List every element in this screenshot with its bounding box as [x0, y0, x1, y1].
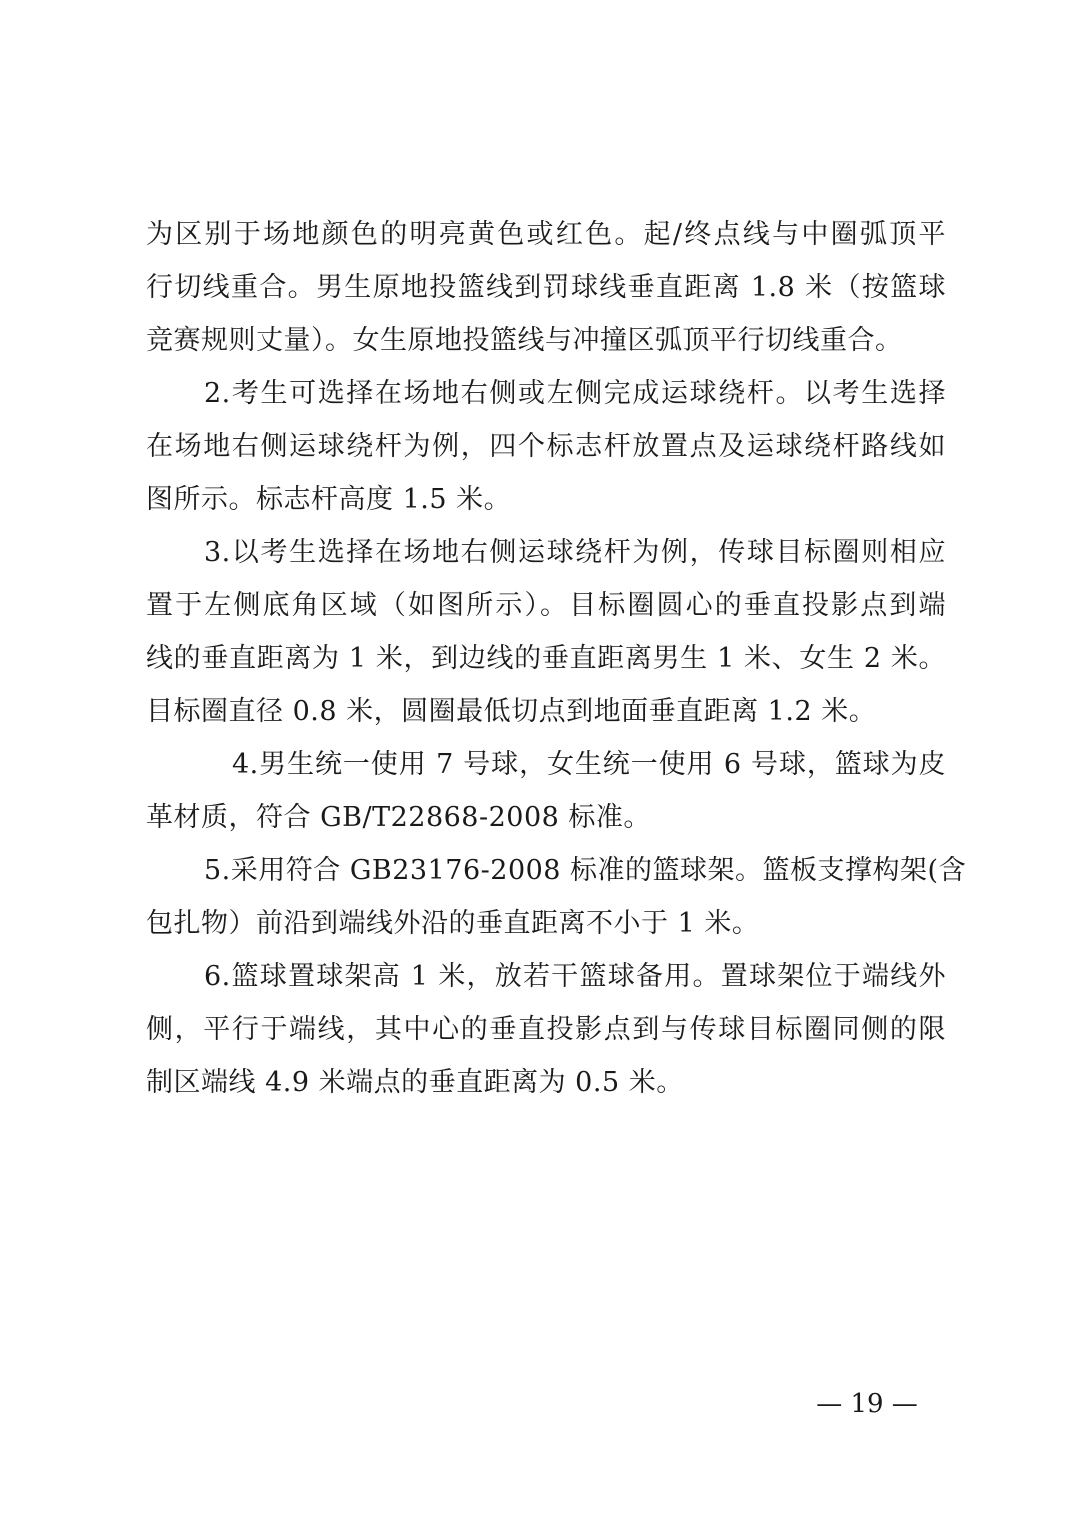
text-line: 包扎物）前沿到端线外沿的垂直距离不小于 1 米。 — [146, 908, 760, 939]
text-line: 图所示。标志杆高度 1.5 米。 — [146, 484, 512, 515]
paragraph-item-4 — [146, 738, 946, 844]
text-line: 3.以考生选择在场地右侧运球绕杆为例，传球目标圈则相应 — [204, 537, 946, 568]
text-line: 为区别于场地颜色的明亮黄色或红色。起/终点线与中圈弧顶平 — [146, 219, 946, 250]
text-line: 5.采用符合 GB23176-2008 标准的篮球架。篮板支撑构架(含 — [204, 855, 967, 886]
text-line: 目标圈直径 0.8 米，圆圈最低切点到地面垂直距离 1.2 米。 — [146, 696, 877, 727]
text-line: 6.篮球置球架高 1 米，放若干篮球备用。置球架位于端线外 — [204, 961, 946, 992]
page-number: — 19 — — [816, 1389, 918, 1419]
text-line: 置于左侧底角区域（如图所示）。目标圈圆心的垂直投影点到端 — [146, 590, 946, 621]
text-line: 革材质，符合 GB/T22868-2008 标准。 — [146, 802, 651, 833]
text-line: 竞赛规则丈量）。女生原地投篮线与冲撞区弧顶平行切线重合。 — [146, 325, 903, 356]
paragraph-item-6 — [146, 950, 946, 1109]
body-text — [146, 208, 967, 1109]
text-line: 在场地右侧运球绕杆为例，四个标志杆放置点及运球绕杆路线如 — [146, 431, 946, 462]
paragraph-continuation — [146, 208, 946, 367]
text-line: 2.考生可选择在场地右侧或左侧完成运球绕杆。以考生选择 — [204, 378, 946, 409]
text-line: 制区端线 4.9 米端点的垂直距离为 0.5 米。 — [146, 1067, 684, 1098]
text-line: 侧，平行于端线，其中心的垂直投影点到与传球目标圈同侧的限 — [146, 1014, 946, 1045]
text-line: 行切线重合。男生原地投篮线到罚球线垂直距离 1.8 米（按篮球 — [146, 272, 946, 303]
paragraph-item-2 — [146, 367, 946, 526]
text-line: 4.男生统一使用 7 号球，女生统一使用 6 号球，篮球为皮 — [232, 749, 946, 780]
paragraph-item-3 — [146, 526, 946, 738]
text-line: 线的垂直距离为 1 米，到边线的垂直距离男生 1 米、女生 2 米。 — [146, 643, 946, 674]
paragraph-item-5 — [146, 844, 967, 950]
